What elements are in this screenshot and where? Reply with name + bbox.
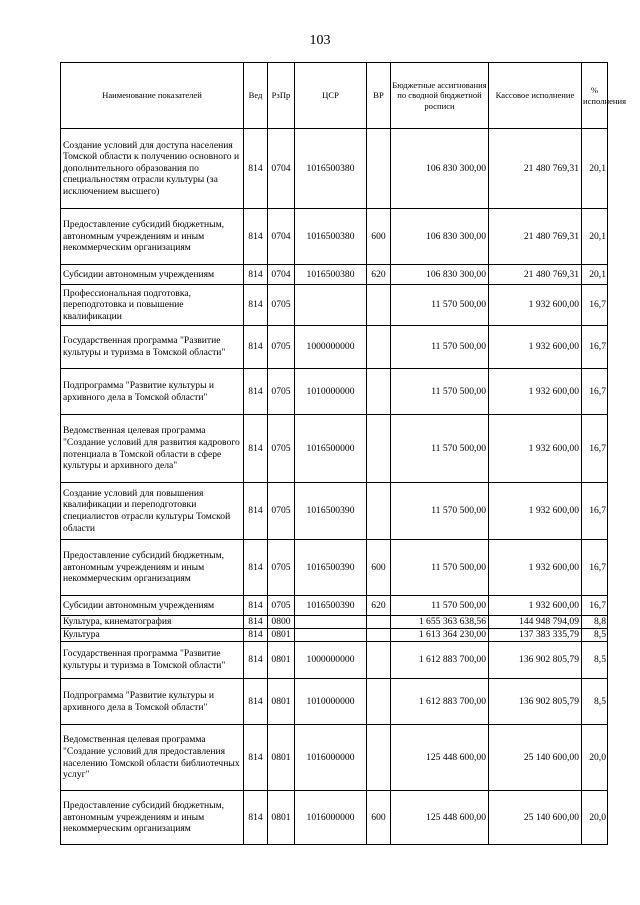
table-row	[61, 483, 608, 540]
cell-ved: 814	[244, 483, 268, 540]
cell-cash: 21 480 769,31	[489, 209, 582, 265]
cell-pct: 16,7	[582, 285, 608, 326]
header-name: Наименование показателей	[61, 63, 244, 129]
cell-rzpr: 0801	[268, 629, 295, 642]
cell-cash: 25 140 600,00	[489, 791, 582, 845]
cell-rzpr: 0705	[268, 596, 295, 616]
header-cash: Кассовое исполнение	[489, 63, 582, 129]
cell-ved: 814	[244, 265, 268, 285]
cell-budget: 106 830 300,00	[391, 129, 489, 209]
cell-rzpr: 0704	[268, 129, 295, 209]
cell-csr: 1016500390	[295, 540, 367, 596]
cell-ved: 814	[244, 616, 268, 629]
cell-csr: 1010000000	[295, 369, 367, 415]
table-row	[61, 679, 608, 725]
cell-vr	[367, 616, 391, 629]
header-row	[61, 63, 608, 129]
cell-pct: 8,5	[582, 629, 608, 642]
cell-pct: 16,7	[582, 326, 608, 369]
cell-csr: 1016500000	[295, 415, 367, 483]
table-row	[61, 725, 608, 791]
cell-ved: 814	[244, 725, 268, 791]
cell-cash: 136 902 805,79	[489, 679, 582, 725]
cell-csr: 1000000000	[295, 326, 367, 369]
cell-pct: 20,1	[582, 129, 608, 209]
cell-rzpr: 0704	[268, 265, 295, 285]
cell-cash: 1 932 600,00	[489, 326, 582, 369]
cell-ved: 814	[244, 209, 268, 265]
cell-pct: 16,7	[582, 369, 608, 415]
cell-name: Государственная программа "Развитие культуры и туризма в Томской области"	[61, 642, 244, 679]
cell-pct: 8,5	[582, 642, 608, 679]
table-row	[61, 209, 608, 265]
cell-cash: 136 902 805,79	[489, 642, 582, 679]
cell-ved: 814	[244, 415, 268, 483]
table-row	[61, 265, 608, 285]
header-budget: Бюджетные ассигнования по сводной бюджетной росписи	[391, 63, 489, 129]
header-csr: ЦСР	[295, 63, 367, 129]
cell-budget: 11 570 500,00	[391, 326, 489, 369]
table-row	[61, 642, 608, 679]
cell-pct: 8,5	[582, 679, 608, 725]
table-row	[61, 326, 608, 369]
cell-ved: 814	[244, 369, 268, 415]
cell-budget: 125 448 600,00	[391, 725, 489, 791]
cell-vr	[367, 642, 391, 679]
cell-cash: 25 140 600,00	[489, 725, 582, 791]
cell-name: Подпрограмма "Развитие культуры и архивного дела в Томской области"	[61, 369, 244, 415]
cell-budget: 11 570 500,00	[391, 415, 489, 483]
cell-pct: 20,0	[582, 725, 608, 791]
cell-csr: 1010000000	[295, 679, 367, 725]
cell-vr	[367, 629, 391, 642]
cell-name: Субсидии автономным учреждениям	[61, 265, 244, 285]
cell-name: Подпрограмма "Развитие культуры и архивного дела в Томской области"	[61, 679, 244, 725]
cell-pct: 20,1	[582, 209, 608, 265]
cell-csr	[295, 285, 367, 326]
cell-cash: 1 932 600,00	[489, 285, 582, 326]
cell-csr: 1016500380	[295, 129, 367, 209]
cell-rzpr: 0705	[268, 540, 295, 596]
cell-cash: 144 948 794,09	[489, 616, 582, 629]
cell-ved: 814	[244, 326, 268, 369]
cell-budget: 11 570 500,00	[391, 369, 489, 415]
cell-name: Ведомственная целевая программа "Создание условий для развития кадрового потенциала в Томской области в сфере культуры и архивного дела"	[61, 415, 244, 483]
cell-csr: 1016500390	[295, 596, 367, 616]
table-row	[61, 596, 608, 616]
header-ved: Вед	[244, 63, 268, 129]
cell-rzpr: 0705	[268, 483, 295, 540]
cell-csr	[295, 629, 367, 642]
cell-budget: 106 830 300,00	[391, 265, 489, 285]
header-rzpr: РзПр	[268, 63, 295, 129]
cell-pct: 16,7	[582, 596, 608, 616]
cell-csr	[295, 616, 367, 629]
cell-name: Создание условий для повышения квалификации и переподготовки специалистов отрасли культуры Томской области	[61, 483, 244, 540]
cell-name: Субсидии автономным учреждениям	[61, 596, 244, 616]
cell-pct: 16,7	[582, 483, 608, 540]
cell-name: Профессиональная подготовка, переподготовка и повышение квалификации	[61, 285, 244, 326]
cell-rzpr: 0705	[268, 285, 295, 326]
cell-rzpr: 0801	[268, 725, 295, 791]
cell-cash: 1 932 600,00	[489, 540, 582, 596]
cell-name: Создание условий для доступа населения Томской области к получению основного и дополнительного образования по специальностям отрасли культуры (за исключением высшего)	[61, 129, 244, 209]
table-row	[61, 616, 608, 629]
cell-name: Предоставление субсидий бюджетным, автономным учреждениям и иным некоммерческим организациям	[61, 540, 244, 596]
cell-ved: 814	[244, 642, 268, 679]
cell-cash: 137 383 335,79	[489, 629, 582, 642]
cell-cash: 21 480 769,31	[489, 265, 582, 285]
cell-vr	[367, 415, 391, 483]
cell-vr: 600	[367, 540, 391, 596]
table-row	[61, 369, 608, 415]
cell-cash: 1 932 600,00	[489, 369, 582, 415]
cell-budget: 11 570 500,00	[391, 540, 489, 596]
cell-rzpr: 0801	[268, 791, 295, 845]
cell-budget: 11 570 500,00	[391, 596, 489, 616]
cell-budget: 106 830 300,00	[391, 209, 489, 265]
cell-ved: 814	[244, 596, 268, 616]
cell-csr: 1000000000	[295, 642, 367, 679]
cell-name: Культура	[61, 629, 244, 642]
cell-csr: 1016000000	[295, 725, 367, 791]
cell-budget: 1 613 364 230,00	[391, 629, 489, 642]
cell-budget: 1 612 883 700,00	[391, 679, 489, 725]
cell-pct: 16,7	[582, 540, 608, 596]
cell-cash: 1 932 600,00	[489, 483, 582, 540]
table-row	[61, 129, 608, 209]
cell-pct: 20,1	[582, 265, 608, 285]
cell-ved: 814	[244, 540, 268, 596]
cell-ved: 814	[244, 791, 268, 845]
cell-vr: 620	[367, 265, 391, 285]
cell-cash: 1 932 600,00	[489, 415, 582, 483]
cell-name: Ведомственная целевая программа "Создание условий для предоставления населению Томской области библиотечных услуг"	[61, 725, 244, 791]
cell-name: Государственная программа "Развитие культуры и туризма в Томской области"	[61, 326, 244, 369]
cell-csr: 1016500380	[295, 209, 367, 265]
table-row	[61, 540, 608, 596]
cell-vr	[367, 129, 391, 209]
cell-budget: 11 570 500,00	[391, 483, 489, 540]
cell-name: Предоставление субсидий бюджетным, автономным учреждениям и иным некоммерческим организациям	[61, 791, 244, 845]
table-row	[61, 285, 608, 326]
cell-csr: 1016500390	[295, 483, 367, 540]
cell-rzpr: 0704	[268, 209, 295, 265]
cell-pct: 16,7	[582, 415, 608, 483]
cell-vr: 600	[367, 209, 391, 265]
cell-budget: 11 570 500,00	[391, 285, 489, 326]
cell-vr	[367, 326, 391, 369]
table-body	[61, 129, 608, 845]
table-row	[61, 791, 608, 845]
cell-vr: 600	[367, 791, 391, 845]
budget-table	[60, 62, 627, 845]
table-row	[61, 629, 608, 642]
table-row	[61, 415, 608, 483]
cell-csr: 1016000000	[295, 791, 367, 845]
cell-rzpr: 0705	[268, 369, 295, 415]
header-pct: % исполнения	[582, 63, 608, 129]
cell-vr	[367, 679, 391, 725]
cell-pct: 20,0	[582, 791, 608, 845]
cell-vr: 620	[367, 596, 391, 616]
cell-budget: 125 448 600,00	[391, 791, 489, 845]
cell-rzpr: 0801	[268, 679, 295, 725]
cell-rzpr: 0800	[268, 616, 295, 629]
cell-vr	[367, 725, 391, 791]
cell-pct: 8,8	[582, 616, 608, 629]
header-vr: ВР	[367, 63, 391, 129]
cell-budget: 1 655 363 638,56	[391, 616, 489, 629]
cell-cash: 21 480 769,31	[489, 129, 582, 209]
cell-csr: 1016500380	[295, 265, 367, 285]
cell-name: Культура, кинематография	[61, 616, 244, 629]
cell-ved: 814	[244, 629, 268, 642]
cell-vr	[367, 369, 391, 415]
cell-cash: 1 932 600,00	[489, 596, 582, 616]
cell-rzpr: 0705	[268, 415, 295, 483]
cell-ved: 814	[244, 679, 268, 725]
cell-ved: 814	[244, 129, 268, 209]
cell-vr	[367, 483, 391, 540]
cell-rzpr: 0705	[268, 326, 295, 369]
cell-budget: 1 612 883 700,00	[391, 642, 489, 679]
cell-ved: 814	[244, 285, 268, 326]
cell-name: Предоставление субсидий бюджетным, автономным учреждениям и иным некоммерческим организациям	[61, 209, 244, 265]
page-number: 103	[309, 33, 331, 48]
cell-rzpr: 0801	[268, 642, 295, 679]
cell-vr	[367, 285, 391, 326]
